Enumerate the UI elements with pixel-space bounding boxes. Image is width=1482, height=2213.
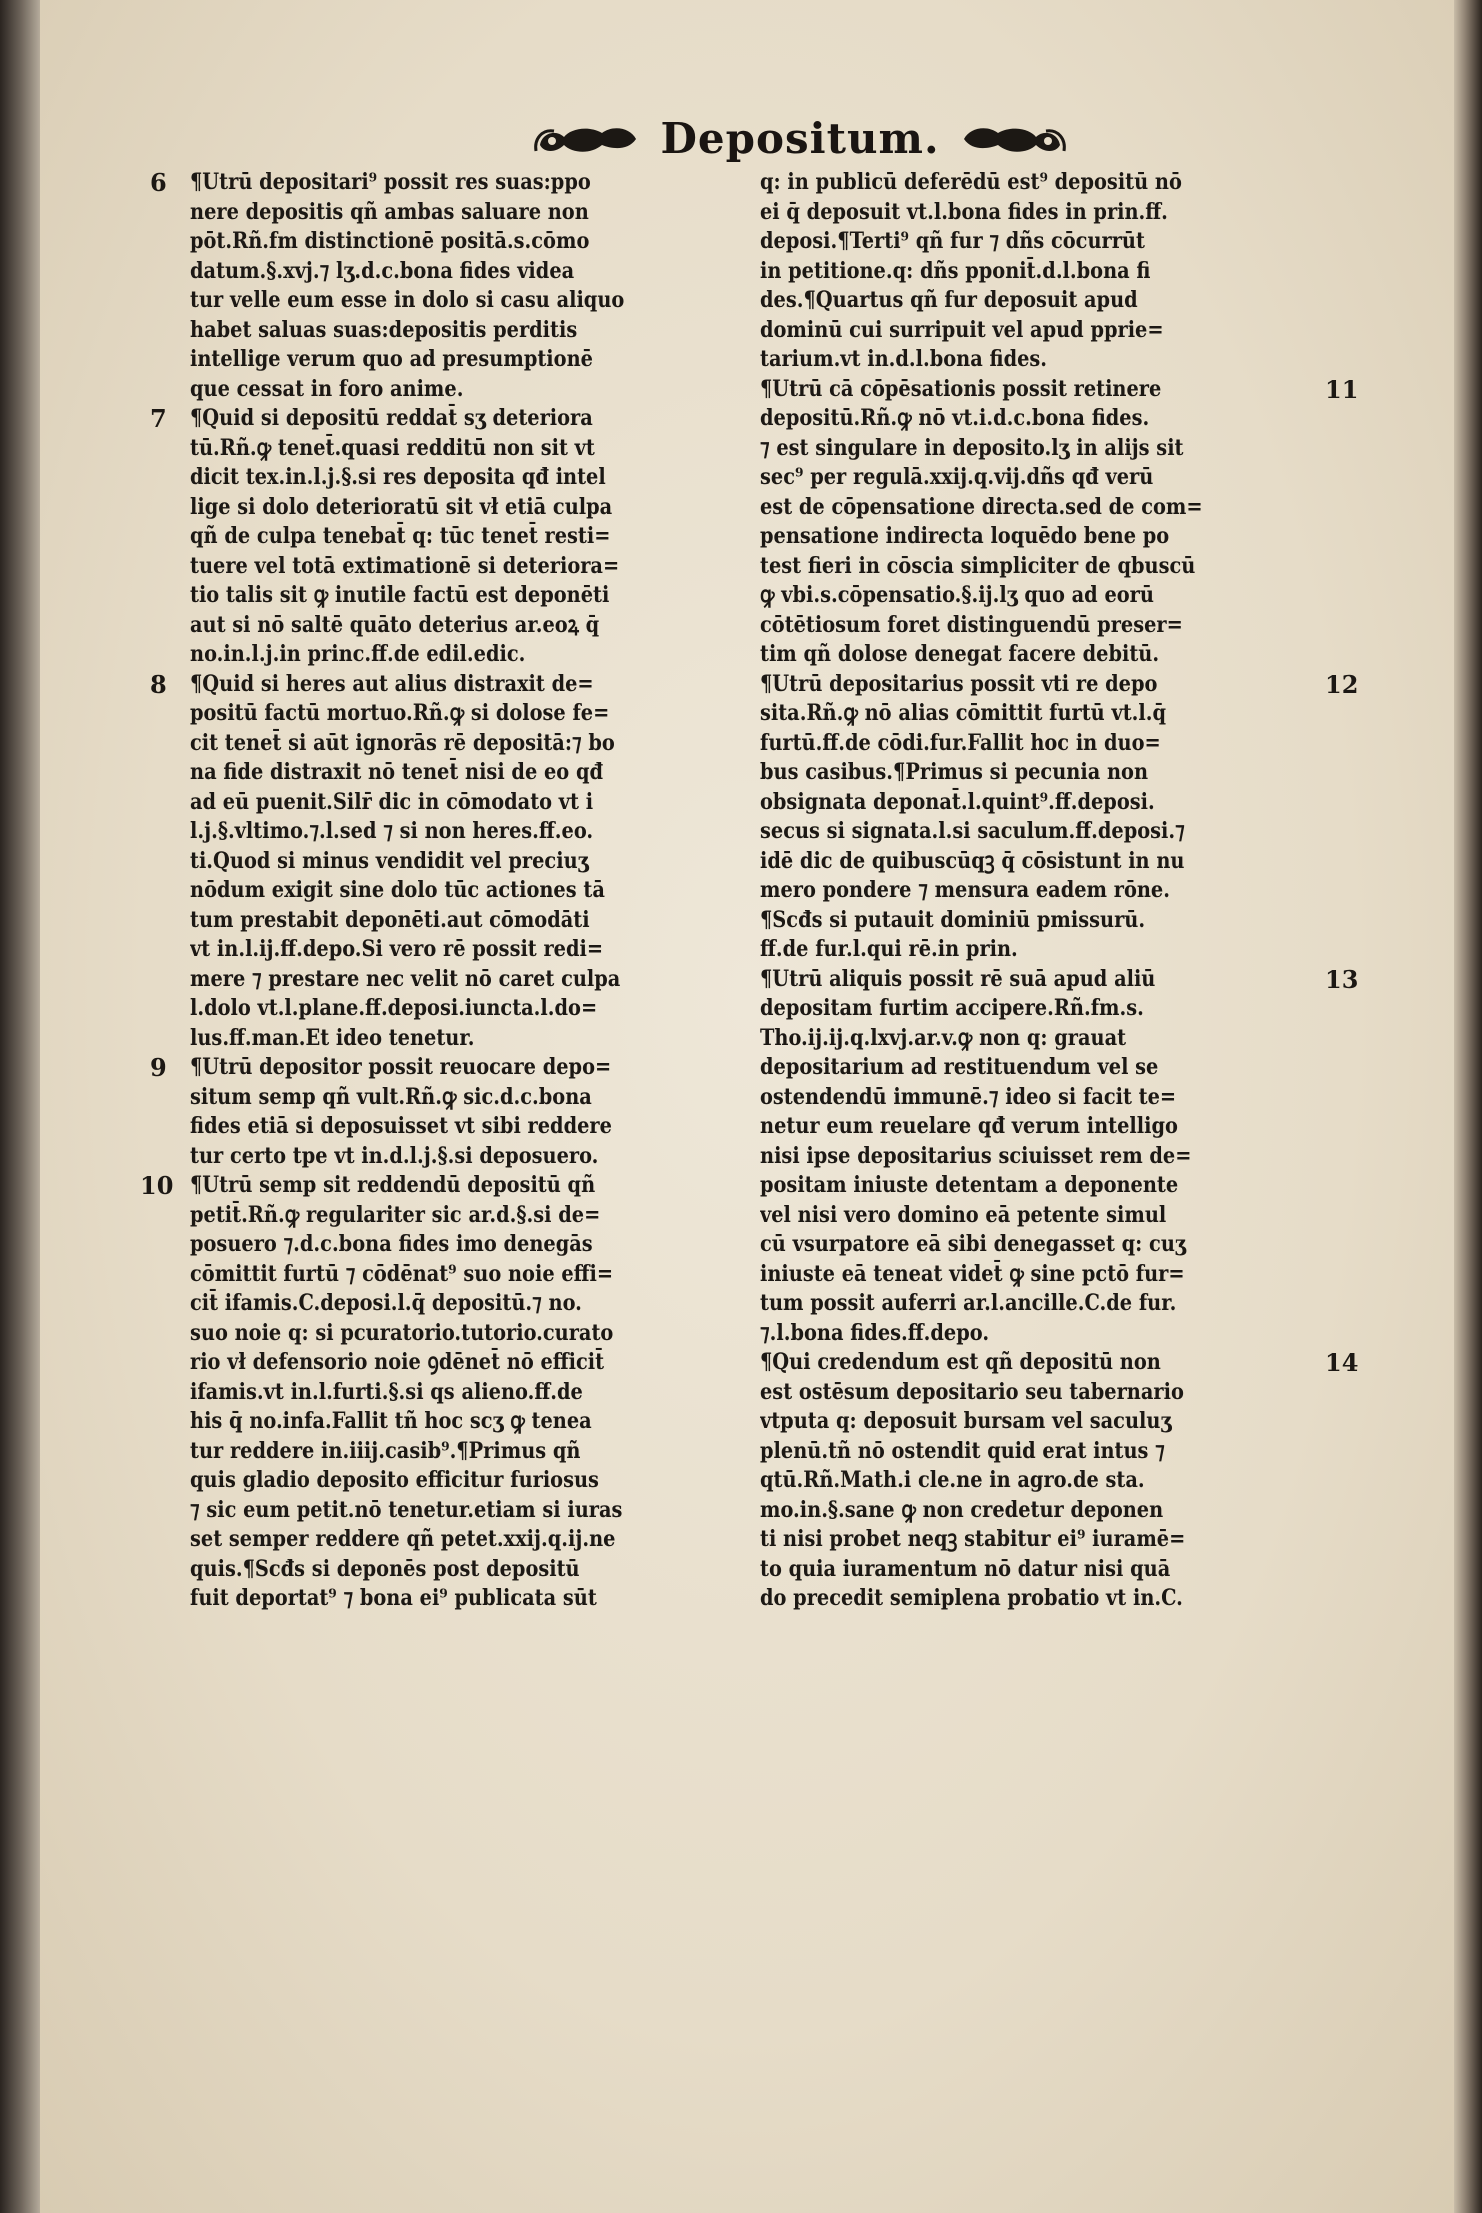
left-paragraph-number: 10 (140, 1171, 174, 1200)
right-column-line: test fieri in cōscia simpliciter de qbuscū (760, 552, 1196, 579)
right-column-line: tum possit auferri ar.l.ancille.C.de fur. (760, 1290, 1177, 1316)
left-column-line: suo noie q: si pcuratorio.tutorio.curato (190, 1319, 614, 1346)
right-column-line: depositam furtim accipere.Rñ.fm.s. (760, 995, 1144, 1021)
left-column-line: tuere vel totā extimationē si deteriora= (190, 552, 620, 579)
left-column-line: ¶Quid si heres aut alius distraxit de= (190, 670, 594, 697)
left-column-line: tur velle eum esse in dolo si casu aliquo (190, 287, 625, 313)
left-column-line: no.in.l.j.in princ.ff.de edil.edic. (190, 641, 526, 667)
right-column-line: ¶Utrū depositarius possit vti re depo (760, 670, 1158, 697)
right-column-line: dominū cui surripuit vel apud pprie= (760, 316, 1164, 343)
right-column-line: pensatione indirecta loquēdo bene po (760, 523, 1170, 549)
right-column-line: netur eum reuelare qđ verum intelligo (760, 1113, 1178, 1139)
right-column-line: nisi ipse depositarius sciuisset rem de= (760, 1142, 1192, 1169)
left-column-line: intellige verum quo ad presumptionē (190, 346, 593, 372)
left-column-line: ti.Quod si minus vendidit vel preciuʒ (190, 847, 589, 874)
right-column-line: tim qñ dolose denegat facere debitū. (760, 641, 1160, 667)
left-column-line: aut si nō saltē quāto deterius ar.eoꝝ q̄ (190, 611, 600, 638)
right-column-line: deposi.¶Terti⁹ qñ fur ⁊ dñs cōcurrūt (760, 228, 1145, 254)
right-column-line: est de cōpensatione directa.sed de com= (760, 493, 1203, 520)
right-column-line: ff.de fur.l.qui rē.in prin. (760, 936, 1018, 962)
left-column-line: l.dolo vt.l.plane.ff.deposi.iuncta.l.do= (190, 995, 598, 1021)
right-column-line: idē dic de quibuscūqꝫ q̄ cōsistunt in nu (760, 847, 1185, 874)
left-column-line: mere ⁊ prestare nec velit nō caret culpa (190, 965, 621, 992)
right-paragraph-number: 11 (1325, 374, 1359, 404)
right-column-line: plenū.tñ nō ostendit quid erat intus ⁊ (760, 1437, 1165, 1464)
right-column-line: depositū.Rñ.ꝙ nō vt.i.d.c.bona fides. (760, 405, 1150, 431)
left-column-line: tur certo tpe vt in.d.l.j.§.si deposuero. (190, 1142, 599, 1169)
left-paragraph-number: 8 (150, 669, 167, 699)
left-column-line: rio vł defensorio noie ꝯdēnet̄ nō efficit̄ (190, 1349, 605, 1375)
right-column-line: ꝙ vbi.s.cōpensatio.§.ij.lʒ quo ad eorū (760, 582, 1154, 608)
left-column-line: quis.¶Scđs si deponēs post depositū (190, 1555, 580, 1582)
right-column-line: Tho.ij.ij.q.lxvj.ar.v.ꝙ non q: grauat (760, 1024, 1127, 1051)
right-column-line: cōtētiosum foret distinguendū preser= (760, 611, 1183, 638)
left-column-line: fides etiā si deposuisset vt sibi reddere (190, 1113, 612, 1139)
right-column-line: q: in publicū deferēdū est⁹ depositū nō (760, 169, 1182, 195)
left-column-line: qñ de culpa tenebat̄ q: tūc tenet̄ resti= (190, 523, 611, 549)
left-column-line: posuero ⁊.d.c.bona fides imo denegās (190, 1231, 593, 1257)
right-column-line: cū vsurpatore eā sibi denegasset q: cuʒ (760, 1231, 1186, 1257)
right-paragraph-number: 14 (1325, 1348, 1359, 1377)
left-column-line: datum.§.xvj.⁊ lʒ.d.c.bona fides videa (190, 257, 575, 284)
left-ornament-icon (532, 115, 642, 161)
right-column-line: ei q̄ deposuit vt.l.bona fides in prin.ff. (760, 198, 1168, 225)
left-paragraph-number: 9 (150, 1053, 167, 1082)
left-column-line: cōmittit furtū ⁊ cōdēnat⁹ suo noie effi= (190, 1260, 614, 1287)
left-column-line: habet saluas suas:depositis perditis (190, 316, 578, 343)
left-column-line: nōdum exigit sine dolo tūc actiones tā (190, 877, 605, 903)
right-paragraph-number: 13 (1325, 964, 1359, 994)
right-column-line: ¶Utrū cā cōpēsationis possit retinere (760, 375, 1162, 402)
left-column-line: tio talis sit ꝙ inutile factū est deponēti (190, 582, 610, 608)
left-column-line: his q̄ no.infa.Fallit tñ hoc scʒ ꝙ tenea (190, 1408, 592, 1434)
right-column-line: sita.Rñ.ꝙ nō alias cōmittit furtū vt.l.q̄ (760, 700, 1167, 726)
left-column-line: ¶Utrū depositor possit reuocare depo= (190, 1054, 612, 1080)
left-column-line: lige si dolo deterioratū sit vł etiā culpa (190, 493, 613, 520)
page-title: Depositum. (660, 113, 940, 163)
left-column-line: nere depositis qñ ambas saluare non (190, 198, 589, 225)
left-column-line: ⁊ sic eum petit.nō tenetur.etiam si iuras (190, 1496, 623, 1523)
left-paragraph-number: 6 (150, 168, 167, 197)
right-column-line: ¶Utrū aliquis possit rē suā apud aliū (760, 965, 1156, 992)
right-column-line: furtū.ff.de cōdi.fur.Fallit hoc in duo= (760, 729, 1161, 756)
left-column-line: cit tenet̄ si aūt ignorās rē depositā:⁊ bo (190, 729, 615, 756)
left-column-line: fuit deportat⁹ ⁊ bona ei⁹ publicata sūt (190, 1585, 597, 1611)
right-column-line: depositarium ad restituendum vel se (760, 1054, 1159, 1080)
right-column-line: mo.in.§.sane ꝙ non credetur deponen (760, 1496, 1164, 1523)
right-column-line: tarium.vt in.d.l.bona fides. (760, 346, 1048, 372)
left-column-line: vt in.l.ij.ff.depo.Si vero rē possit redi= (190, 936, 604, 962)
left-column-line: cit̄ ifamis.C.deposi.l.q̄ depositū.⁊ no. (190, 1290, 582, 1316)
right-column-line: ti nisi probet neqꝫ stabitur ei⁹ iuramē= (760, 1526, 1186, 1552)
right-column-line: iniuste eā teneat videt̄ ꝙ sine pctō fur= (760, 1260, 1185, 1287)
left-column-line: que cessat in foro anime. (190, 375, 464, 402)
right-paragraph-number: 12 (1325, 669, 1359, 699)
right-column-line: ⁊ est singulare in deposito.lʒ in alijs sit (760, 434, 1184, 461)
left-column-line: positū factū mortuo.Rñ.ꝙ si dolose fe= (190, 700, 610, 726)
page-edge (1454, 0, 1482, 2213)
left-column-line: ¶Utrū semp sit reddendū depositū qñ (190, 1172, 596, 1198)
right-column-line: mero pondere ⁊ mensura eadem rōne. (760, 877, 1170, 903)
left-column-line: petit̄.Rñ.ꝙ regulariter sic ar.d.§.si de= (190, 1201, 601, 1228)
right-column-line: secus si signata.l.si saculum.ff.deposi.⁊ (760, 818, 1185, 844)
right-column-line: in petitione.q: dñs pponit̄.d.l.bona fi (760, 257, 1151, 284)
right-column-line: qtū.Rñ.Math.i cle.ne in agro.de sta. (760, 1467, 1145, 1493)
right-column-line: ⁊.l.bona fides.ff.depo. (760, 1319, 990, 1346)
right-column-line: vtputa q: deposuit bursam vel saculuʒ (760, 1408, 1172, 1434)
right-column-line: positam iniuste detentam a deponente (760, 1172, 1179, 1198)
right-column-line: sec⁹ per regulā.xxij.q.vij.dñs qđ verū (760, 464, 1154, 490)
right-column-line: est ostēsum depositario seu tabernario (760, 1378, 1184, 1405)
right-column-line: to quia iuramentum nō datur nisi quā (760, 1555, 1171, 1582)
left-column-line: ¶Utrū depositari⁹ possit res suas:ppo (190, 169, 591, 195)
right-column-line: ¶Qui credendum est qñ depositū non (760, 1349, 1161, 1375)
right-ornament-icon (958, 115, 1068, 161)
left-column-line: set semper reddere qñ petet.xxij.q.ij.ne (190, 1526, 616, 1552)
right-column-line: obsignata deponat̄.l.quint⁹.ff.deposi. (760, 788, 1155, 815)
right-column-line: des.¶Quartus qñ fur deposuit apud (760, 287, 1138, 313)
right-column-line: do precedit semiplena probatio vt in.C. (760, 1585, 1183, 1611)
left-column-line: lus.ff.man.Et ideo tenetur. (190, 1024, 475, 1051)
left-text-column (190, 168, 782, 1614)
left-column-line: ifamis.vt in.l.furti.§.si qs alieno.ff.de (190, 1378, 583, 1405)
right-column-line: vel nisi vero domino eā petente simul (760, 1201, 1167, 1228)
left-column-line: ¶Quid si depositū reddat̄ sʒ deteriora (190, 405, 593, 431)
left-column-line: tum prestabit deponēti.aut cōmodāti (190, 906, 590, 933)
right-text-column (760, 168, 1360, 1614)
left-column-line: ad eū puenit.Silr̄ dic in cōmodato vt i (190, 788, 594, 815)
left-column-line: na fide distraxit nō tenet̄ nisi de eo qđ (190, 759, 604, 785)
right-column-line: ostendendū immunē.⁊ ideo si facit te= (760, 1083, 1177, 1110)
running-header (500, 108, 1100, 168)
right-column-line: bus casibus.¶Primus si pecunia non (760, 759, 1149, 785)
left-column-line: pōt.Rñ.fm distinctionē positā.s.cōmo (190, 228, 590, 254)
left-column-line: quis gladio deposito efficitur furiosus (190, 1467, 599, 1493)
left-column-line: tur reddere in.iiij.casib⁹.¶Primus qñ (190, 1437, 581, 1464)
right-column-line: ¶Scđs si putauit dominiū pmissurū. (760, 906, 1146, 933)
left-paragraph-number: 7 (150, 404, 167, 433)
left-column-line: dicit tex.in.l.j.§.si res deposita qđ intel (190, 464, 606, 490)
book-page (40, 0, 1458, 2213)
left-column-line: l.j.§.vltimo.⁊.l.sed ⁊ si non heres.ff.eo. (190, 818, 594, 844)
left-column-line: situm semp qñ vult.Rñ.ꝙ sic.d.c.bona (190, 1083, 592, 1110)
left-column-line: tū.Rñ.ꝙ tenet̄.quasi redditū non sit vt (190, 434, 595, 461)
